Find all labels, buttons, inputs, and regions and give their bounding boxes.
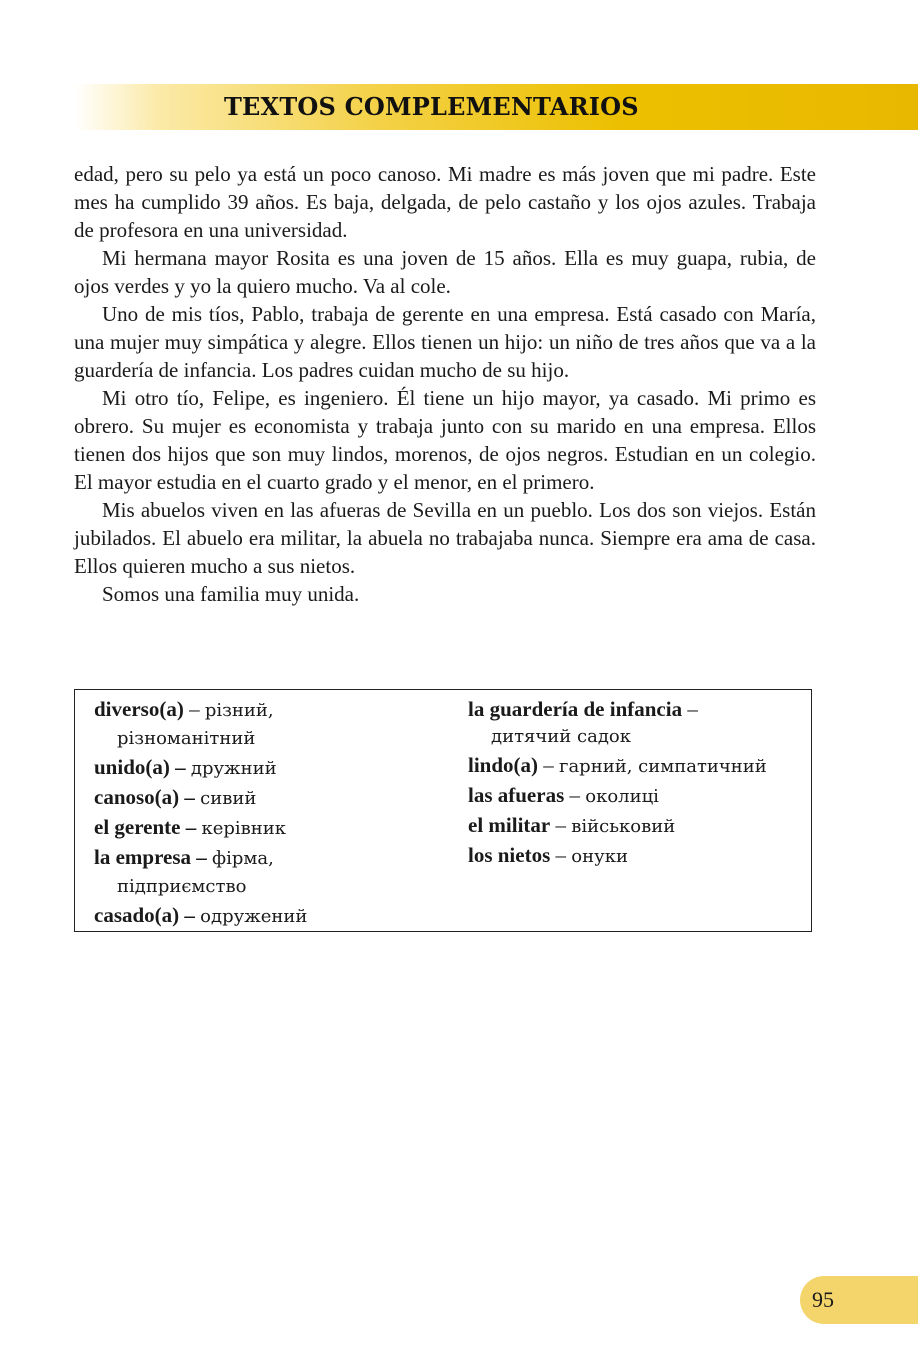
vocab-term: diverso(a) xyxy=(94,697,184,721)
paragraph-5: Mis abuelos viven en las afueras de Sevilla en un pueblo. Los dos son viejos. Están jubilados. El abuelo era militar, la abuela no trabajaba nunca. Siempre era ama de casa. Ellos quieren mucho a sus nietos. xyxy=(74,498,816,578)
paragraph-6: Somos una familia muy unida. xyxy=(102,582,360,606)
paragraph-2: Mi hermana mayor Rosita es una joven de 15 años. Ella es muy guapa, rubia, de ojos verdes y yo la quiero mucho. Va al cole. xyxy=(74,246,816,298)
vocab-translation: сивий xyxy=(200,788,257,809)
vocabulary-column-right xyxy=(468,695,808,871)
vocab-translation: військовий xyxy=(571,816,676,837)
vocabulary-box xyxy=(74,689,812,932)
paragraph-3: Uno de mis tíos, Pablo, trabaja de gerente en una empresa. Está casado con María, una mujer muy simpática y alegre. Ellos tienen un hijo: un niño de tres años que va a la guardería de infancia. Los padres cuidan mucho de su hijo. xyxy=(74,302,816,382)
vocab-term: las afueras xyxy=(468,783,565,807)
vocab-term: el militar xyxy=(468,813,551,837)
vocab-entry xyxy=(94,753,454,783)
section-title: TEXTOS COMPLEMENTARIOS xyxy=(224,92,639,121)
page-number: 95 xyxy=(812,1287,834,1312)
vocab-translation-continued: підприємство xyxy=(117,876,247,897)
vocab-entry xyxy=(94,843,454,901)
vocab-translation: гарний, симпатичний xyxy=(559,756,767,777)
vocab-term: casado(a) – xyxy=(94,903,195,927)
vocab-translation: одружений xyxy=(200,906,308,927)
vocab-term: la empresa – xyxy=(94,845,207,869)
vocab-separator: – xyxy=(538,753,560,777)
vocab-translation-continued: дитячий садок xyxy=(491,726,631,747)
paragraph-1: edad, pero su pelo ya está un poco canoso. Mi madre es más joven que mi padre. Este mes ha cumplido 39 años. Es baja, delgada, de pelo castaño y los ojos azules. Trabaja de profesora en una universidad. xyxy=(74,162,816,242)
vocab-translation: фірма, xyxy=(212,848,274,869)
vocab-term: los nietos xyxy=(468,843,551,867)
vocab-entry xyxy=(468,841,808,871)
vocab-entry xyxy=(94,901,454,931)
paragraph-4: Mi otro tío, Felipe, es ingeniero. Él tiene un hijo mayor, ya casado. Mi primo es obrero. Su mujer es economista y trabaja junto con su marido en una empresa. Ellos tienen dos hijos que son muy lindos, morenos, de ojos negros. Estudian en un colegio. El mayor estudia en el cuarto grado y el menor, en el primero. xyxy=(74,386,816,494)
vocab-translation: керівник xyxy=(201,818,287,839)
vocab-entry xyxy=(94,783,454,813)
vocab-separator: – xyxy=(682,697,698,721)
vocab-entry xyxy=(468,811,808,841)
vocab-separator: – xyxy=(550,843,572,867)
vocab-term: unido(a) – xyxy=(94,755,186,779)
vocab-separator: – xyxy=(183,697,205,721)
vocab-term: el gerente – xyxy=(94,815,197,839)
vocabulary-column-left xyxy=(94,695,454,931)
vocab-entry xyxy=(468,695,808,751)
vocab-translation: околиці xyxy=(585,786,659,807)
vocab-translation: дружний xyxy=(190,758,277,779)
vocab-entry xyxy=(94,813,454,843)
vocab-entry xyxy=(94,695,454,753)
vocab-translation: онуки xyxy=(571,846,628,867)
vocab-separator: – xyxy=(550,813,572,837)
vocab-term: lindo(a) xyxy=(468,753,539,777)
vocab-term: la guardería de infancia xyxy=(468,697,683,721)
vocab-separator: – xyxy=(564,783,586,807)
vocab-translation-continued: різноманітний xyxy=(117,728,256,749)
vocab-term: canoso(a) – xyxy=(94,785,195,809)
vocab-entry xyxy=(468,751,808,781)
vocab-translation: різний, xyxy=(204,700,274,721)
vocab-entry xyxy=(468,781,808,811)
reading-text xyxy=(74,160,816,608)
